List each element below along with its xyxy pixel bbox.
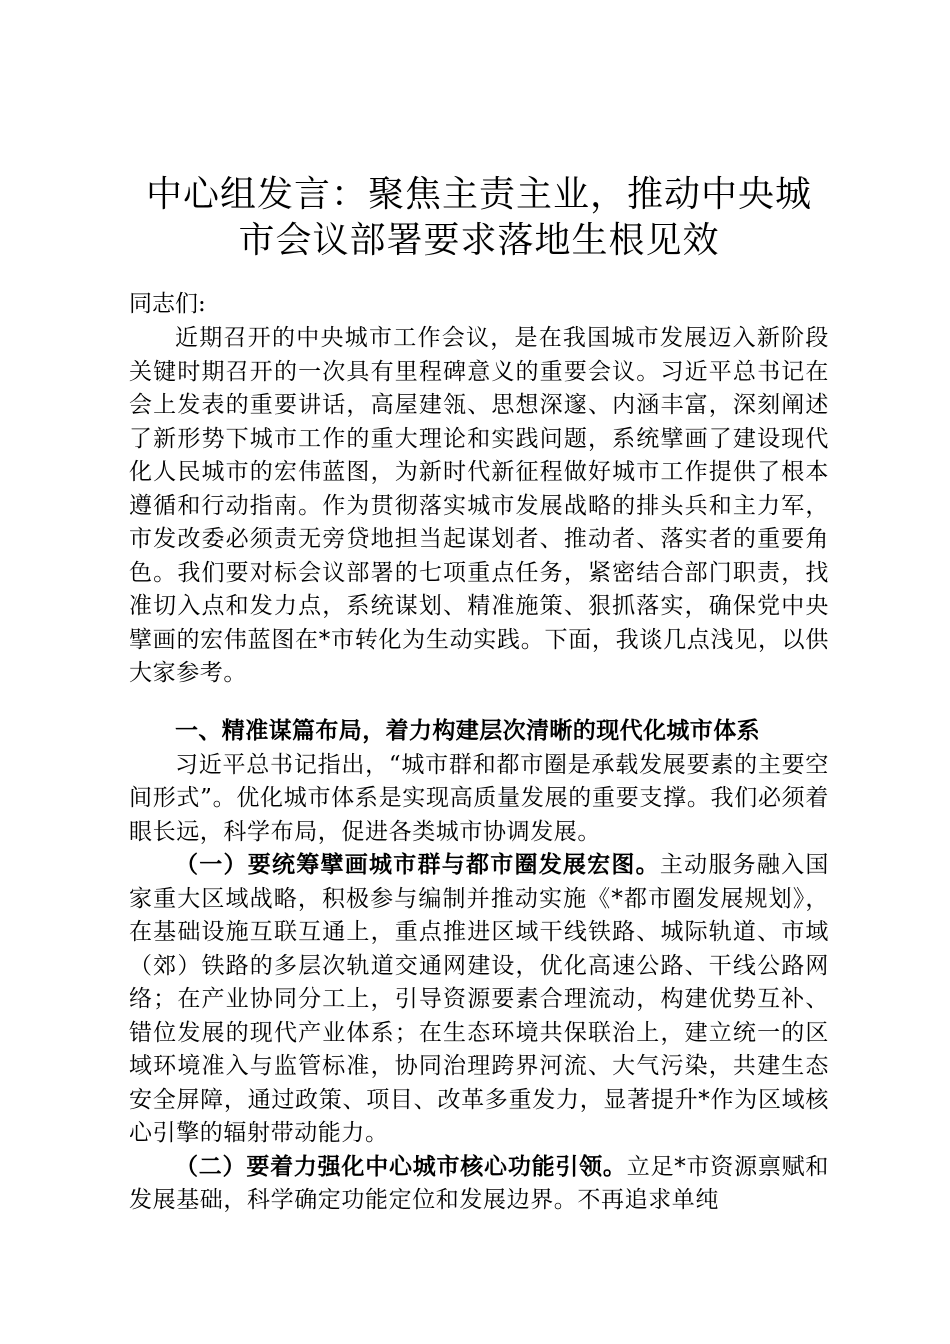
subsection-1-paragraph: [129, 849, 829, 1151]
subsection-2-paragraph: [129, 1151, 829, 1218]
intro-paragraph: 近期召开的中央城市工作会议，是在我国城市发展迈入新阶段关键时期召开的一次具有里程碑意义的重要会议。习近平总书记在会上发表的重要讲话，高屋建瓴、思想深邃、内涵丰富，深刻阐述了新形势下城市工作的重大理论和实践问题，系统擘画了建设现代化人民城市的宏伟蓝图，为新时代新征程做好城市工作提供了根本遵循和行动指南。作为贯彻落实城市发展战略的排头兵和主力军，市发改委必须责无旁贷地担当起谋划者、推动者、落实者的重要角色。我们要对标会议部署的七项重点任务，紧密结合部门职责，找准切入点和发力点，系统谋划、精准施策、狠抓落实，确保党中央擘画的宏伟蓝图在*市转化为生动实践。下面，我谈几点浅见，以供大家参考。: [129, 325, 829, 686]
subsection-1-lead: （一）要统筹擘画城市群与都市圈发展宏图。: [175, 852, 660, 878]
subsection-1-body: 主动服务融入国家重大区域战略，积极参与编制并推动实施《*都市圈发展规划》，在基础设施互联互通上，重点推进区域干线铁路、城际轨道、市域（郊）铁路的多层次轨道交通网建设，优化高速公路、干线公路网络；在产业协同分工上，引导资源要素合理流动，构建优势互补、错位发展的现代产业体系；在生态环境共保联治上，建立统一的区域环境准入与监管标准，协同治理跨界河流、大气污染，共建生态安全屏障，通过政策、项目、改革多重发力，显著提升*作为区域核心引擎的辐射带动能力。: [129, 852, 829, 1146]
section-1-heading: 一、精准谋篇布局，着力构建层次清晰的现代化城市体系: [175, 717, 760, 744]
salutation: 同志们:: [129, 291, 206, 317]
subsection-2-body: 立足*市资源禀赋和发展基础，科学确定功能定位和发展边界。不再追求单纯: [129, 1153, 829, 1213]
subsection-2-lead: （二）要着力强化中心城市核心功能引领。: [175, 1153, 627, 1180]
document-title: 中心组发言：聚焦主责主业，推动中央城市会议部署要求落地生根见效: [145, 174, 812, 261]
section-1-paragraph: 习近平总书记指出，“城市群和都市圈是承载发展要素的主要空间形式”。优化城市体系是实现高质量发展的重要支撑。我们必须着眼长远，科学布局，促进各类城市协调发展。: [129, 751, 829, 845]
document-body: [129, 172, 829, 1218]
